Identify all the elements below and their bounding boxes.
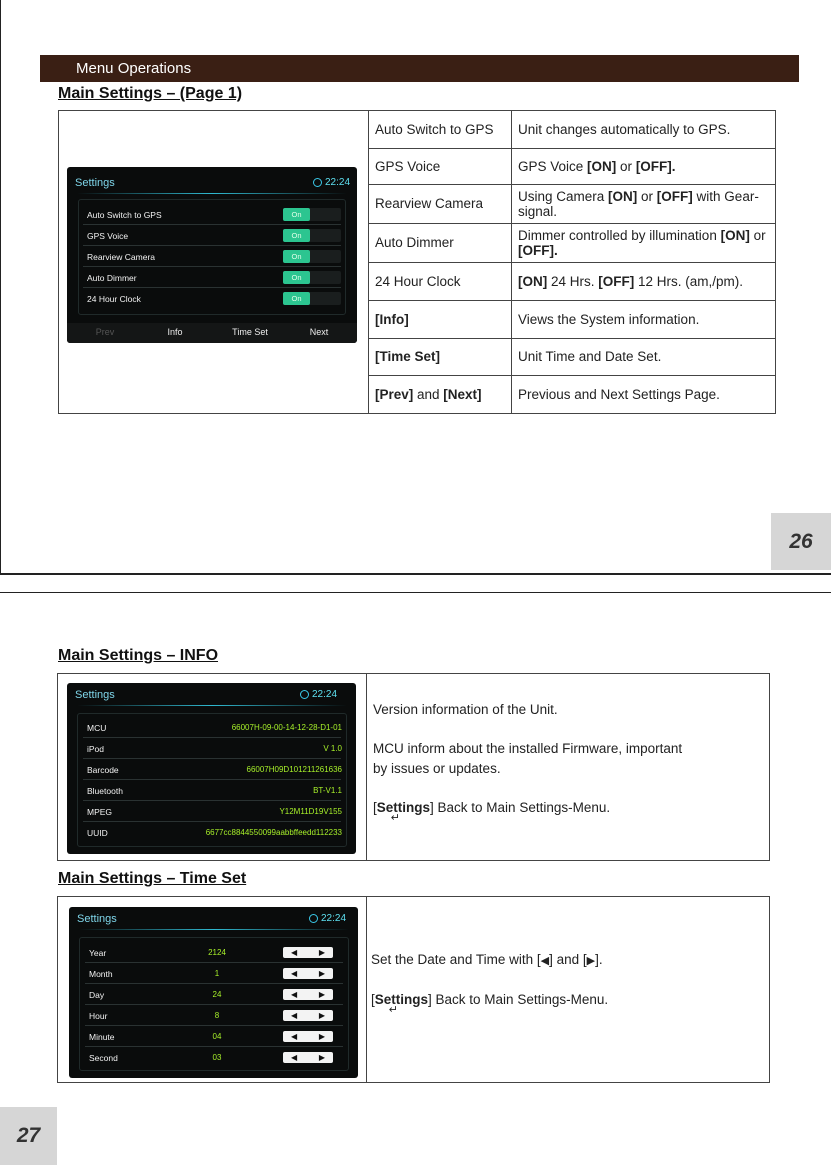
next-button[interactable]: Next bbox=[309, 327, 329, 337]
return-arrow-icon: ↵ bbox=[390, 812, 400, 824]
info-back-instruction: [Settings ↵ ] Back to Main Settings-Menu. bbox=[373, 800, 611, 824]
right-arrow-icon: ▶ bbox=[318, 1011, 325, 1020]
time-set-button[interactable]: Time Set bbox=[232, 327, 268, 337]
time-value: 8 bbox=[214, 1011, 220, 1020]
info-list bbox=[77, 713, 347, 847]
table-term: GPS Voice bbox=[375, 158, 441, 174]
info-text-version: Version information of the Unit. bbox=[373, 702, 558, 717]
left-arrow-icon: ◀ bbox=[291, 1032, 298, 1041]
left-arrow-icon: ◀ bbox=[291, 990, 298, 999]
table-desc: Views the System information. bbox=[518, 311, 700, 327]
clock-icon bbox=[300, 690, 309, 699]
table-desc: Previous and Next Settings Page. bbox=[518, 386, 720, 402]
right-arrow-icon: ▶ bbox=[318, 1053, 325, 1062]
toggle-auto-switch-gps[interactable]: On bbox=[283, 208, 341, 221]
time-value: 24 bbox=[212, 990, 222, 999]
left-arrow-icon: ◀ bbox=[291, 1011, 298, 1020]
time-label: Second bbox=[89, 1053, 118, 1063]
hour-stepper[interactable] bbox=[283, 1010, 333, 1021]
page-27-divider bbox=[0, 592, 831, 593]
year-stepper[interactable] bbox=[283, 947, 333, 958]
row-label: GPS Voice bbox=[87, 231, 129, 241]
time-label: Minute bbox=[89, 1032, 115, 1042]
settings-screen bbox=[67, 167, 357, 343]
row-label: Auto Dimmer bbox=[87, 273, 137, 283]
info-value: 66007H-09-00-14-12-28-D1-01 bbox=[231, 723, 342, 732]
toggle-24-hour-clock[interactable]: On bbox=[283, 292, 341, 305]
clock-icon bbox=[309, 914, 318, 923]
time-value: 2124 bbox=[208, 948, 226, 957]
info-value: Y12M11D19V155 bbox=[279, 807, 342, 816]
info-label: MCU bbox=[87, 723, 107, 733]
screen-clock: 22:24 bbox=[309, 913, 346, 924]
day-stepper[interactable] bbox=[283, 989, 333, 1000]
table-term: [Info] bbox=[375, 311, 409, 327]
right-arrow-icon: ▶ bbox=[318, 969, 325, 978]
info-label: Bluetooth bbox=[87, 786, 123, 796]
toggle-rearview-camera[interactable]: On bbox=[283, 250, 341, 263]
table-desc: Unit Time and Date Set. bbox=[518, 349, 662, 364]
left-arrow-icon: ◀ bbox=[291, 1053, 298, 1062]
table-term: Rearview Camera bbox=[375, 196, 484, 211]
timeset-instruction: Set the Date and Time with [◀] and [▶]. bbox=[371, 952, 603, 967]
info-button[interactable]: Info bbox=[167, 327, 183, 337]
row-label: 24 Hour Clock bbox=[87, 294, 141, 304]
time-value: 04 bbox=[212, 1032, 222, 1041]
info-text-mcu: MCU inform about the installed Firmware, important bbox=[373, 741, 683, 756]
left-arrow-icon: ◀ bbox=[291, 948, 298, 957]
month-stepper[interactable] bbox=[283, 968, 333, 979]
time-label: Hour bbox=[89, 1011, 108, 1021]
table-term: [Prev] and [Next] bbox=[375, 386, 482, 402]
info-value: 6677cc8844550099aabbffeedd112233 bbox=[205, 828, 342, 837]
main-settings-timeset-title: Main Settings – Time Set bbox=[58, 870, 247, 887]
left-arrow-icon: ◀ bbox=[291, 969, 298, 978]
info-table bbox=[57, 673, 770, 861]
table-term: Auto Dimmer bbox=[375, 235, 454, 250]
time-label: Year bbox=[89, 948, 107, 958]
info-screen bbox=[67, 683, 356, 854]
table-term: Auto Switch to GPS bbox=[375, 122, 494, 137]
settings-back-key: Settings ↵ bbox=[374, 992, 429, 1016]
return-arrow-icon: ↵ bbox=[388, 1004, 398, 1016]
toggle-auto-dimmer[interactable]: On bbox=[283, 271, 341, 284]
section-header bbox=[40, 55, 799, 82]
timeset-table bbox=[57, 896, 770, 1083]
time-label: Day bbox=[89, 990, 105, 1000]
info-text-mcu-2: by issues or updates. bbox=[373, 761, 501, 776]
left-arrow-icon: ◀ bbox=[540, 955, 550, 967]
screen-clock: 22:24 bbox=[313, 177, 350, 188]
info-label: iPod bbox=[87, 744, 105, 754]
prev-button[interactable]: Prev bbox=[95, 327, 115, 337]
info-value: V 1.0 bbox=[323, 744, 342, 753]
screen-title: Settings bbox=[77, 913, 117, 925]
table-desc: [ON] 24 Hrs. [OFF] 12 Hrs. (am,/pm). bbox=[518, 273, 744, 289]
table-desc: Using Camera [ON] or [OFF] with Gear-signal. bbox=[518, 188, 759, 219]
row-label: Auto Switch to GPS bbox=[87, 210, 162, 220]
info-value: 66007H09D101211261636 bbox=[246, 765, 342, 774]
settings-table bbox=[58, 110, 776, 414]
screen-title: Settings bbox=[75, 689, 115, 701]
main-settings-info-title: Main Settings – INFO bbox=[58, 647, 219, 664]
settings-back-key: Settings ↵ bbox=[376, 800, 431, 824]
table-term: 24 Hour Clock bbox=[375, 273, 461, 289]
timeset-screen bbox=[69, 907, 358, 1078]
right-arrow-icon: ▶ bbox=[318, 990, 325, 999]
page-number: 26 bbox=[771, 513, 831, 570]
right-arrow-icon: ▶ bbox=[586, 955, 596, 967]
clock-icon bbox=[313, 178, 322, 187]
table-desc: Unit changes automatically to GPS. bbox=[518, 122, 731, 137]
table-desc: Dimmer controlled by illumination [ON] or [OFF]. bbox=[518, 227, 766, 258]
table-desc: GPS Voice [ON] or [OFF]. bbox=[518, 158, 676, 174]
row-label: Rearview Camera bbox=[87, 252, 156, 262]
right-arrow-icon: ▶ bbox=[318, 948, 325, 957]
minute-stepper[interactable] bbox=[283, 1031, 333, 1042]
timeset-back-instruction: [Settings ↵ ] Back to Main Settings-Menu. bbox=[371, 992, 609, 1016]
page-number: 27 bbox=[0, 1107, 57, 1165]
time-value: 1 bbox=[214, 969, 220, 978]
section-header-text: Menu Operations bbox=[76, 60, 192, 77]
right-arrow-icon: ▶ bbox=[318, 1032, 325, 1041]
second-stepper[interactable] bbox=[283, 1052, 333, 1063]
info-label: MPEG bbox=[87, 807, 113, 817]
screen-title: Settings bbox=[75, 177, 115, 189]
info-label: UUID bbox=[87, 828, 108, 838]
time-value: 03 bbox=[212, 1053, 222, 1062]
info-value: BT-V1.1 bbox=[313, 786, 342, 795]
screen-clock: 22:24 bbox=[300, 689, 337, 700]
table-term: [Time Set] bbox=[375, 349, 441, 364]
info-label: Barcode bbox=[87, 765, 119, 775]
toggle-gps-voice[interactable]: On bbox=[283, 229, 341, 242]
time-label: Month bbox=[89, 969, 113, 979]
main-settings-page1-title: Main Settings – (Page 1) bbox=[58, 85, 243, 102]
